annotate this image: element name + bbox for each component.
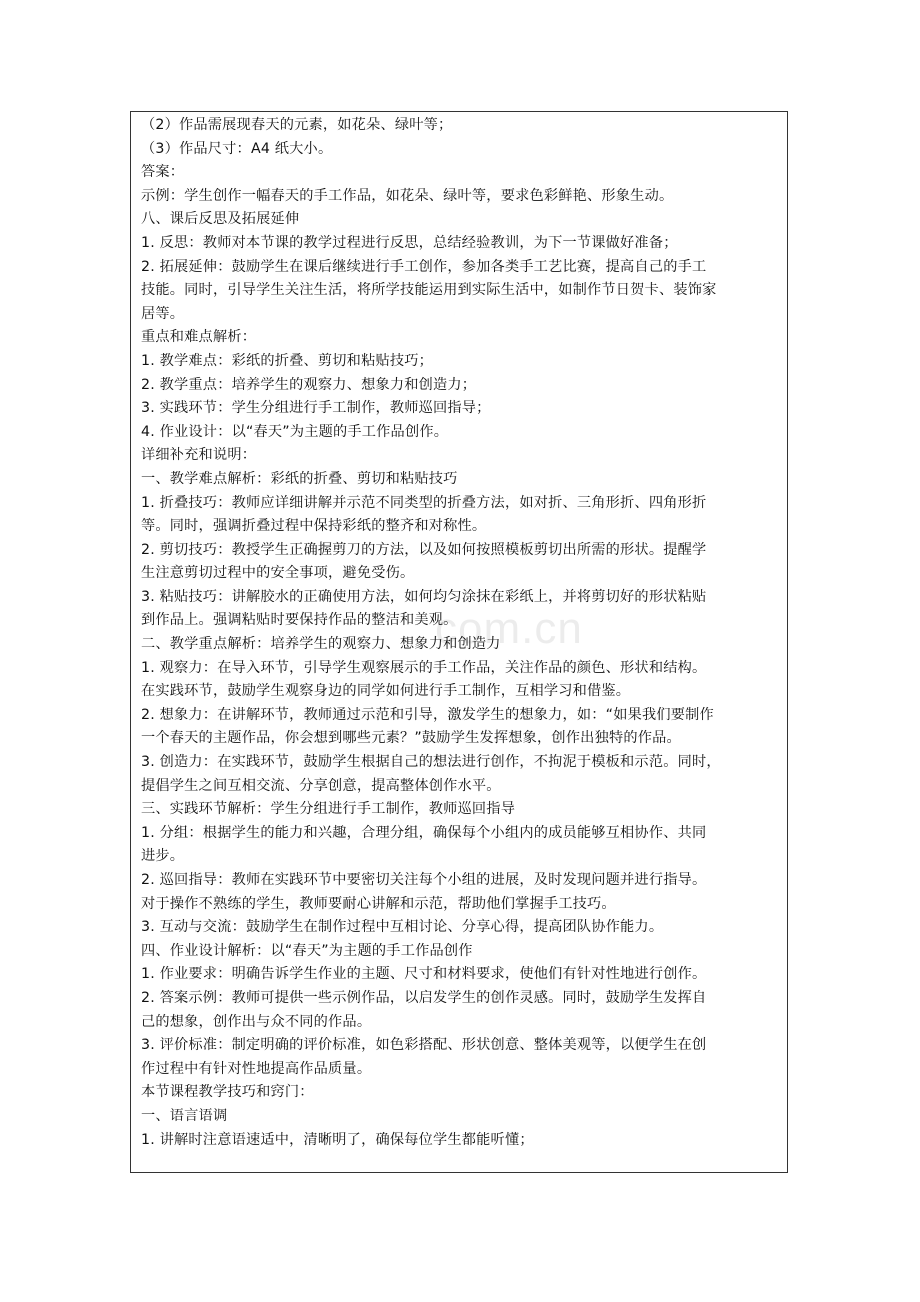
text-line: 3. 评价标准：制定明确的评价标准，如色彩搭配、形状创意、整体美观等，以便学生在创 (141, 1037, 707, 1054)
watermark: com.cn (435, 604, 583, 653)
text-line: 八、课后反思及拓展延伸 (141, 211, 300, 228)
text-line: 在实践环节，鼓励学生观察身边的同学如何进行手工制作，互相学习和借鉴。 (141, 683, 631, 700)
text-line: 答案： (141, 164, 185, 181)
text-line: 生注意剪切过程中的安全事项，避免受伤。 (141, 565, 415, 582)
text-line: 到作品上。强调粘贴时要保持作品的整洁和美观。 (141, 612, 458, 629)
text-line: 己的想象，创作出与众不同的作品。 (141, 1013, 372, 1030)
text-line: 详细补充和说明： (141, 447, 257, 464)
text-line: 1. 作业要求：明确告诉学生作业的主题、尺寸和材料要求，使他们有针对性地进行创作。 (141, 966, 707, 983)
text-line: 二、教学重点解析：培养学生的观察力、想象力和创造力 (141, 636, 501, 653)
text-line: 1. 观察力：在导入环节，引导学生观察展示的手工作品，关注作品的颜色、形状和结构。 (141, 659, 707, 676)
text-line: 一、教学难点解析：彩纸的折叠、剪切和粘贴技巧 (141, 470, 458, 487)
text-line: 1. 分组：根据学生的能力和兴趣，合理分组，确保每个小组内的成员能够互相协作、共同 (141, 824, 707, 841)
text-line: 4. 作业设计：以“春天”为主题的手工作品创作。 (141, 423, 449, 440)
text-line: 1. 反思：教师对本节课的教学过程进行反思，总结经验教训，为下一节课做好准备； (141, 234, 678, 251)
text-line: 作过程中有针对性地提高作品质量。 (141, 1060, 372, 1077)
text-line: （2）作品需展现春天的元素，如花朵、绿叶等； (141, 117, 453, 133)
text-line: 2. 拓展延伸：鼓励学生在课后继续进行手工创作，参加各类手工艺比赛，提高自己的手工 (141, 258, 707, 275)
text-line: 提倡学生之间互相交流、分享创意，提高整体创作水平。 (141, 777, 501, 794)
text-line: 本节课程教学技巧和窍门： (141, 1084, 314, 1101)
text-line: 2. 教学重点：培养学生的观察力、想象力和创造力； (141, 376, 477, 393)
text-line: 1. 折叠技巧：教师应详细讲解并示范不同类型的折叠方法，如对折、三角形折、四角形折 (141, 494, 707, 511)
text-line: 居等。 (141, 305, 185, 322)
text-line: 等。同时，强调折叠过程中保持彩纸的整齐和对称性。 (141, 518, 487, 535)
text-line: 进步。 (141, 848, 185, 865)
text-line: 一个春天的主题作品，你会想到哪些元素？”鼓励学生发挥想象，创作出独特的作品。 (141, 730, 681, 747)
text-line: 一、语言语调 (141, 1107, 228, 1124)
text-line: 2. 想象力：在讲解环节，教师通过示范和引导，激发学生的想象力，如：“如果我们要制作 (141, 706, 714, 723)
text-line: 1. 教学难点：彩纸的折叠、剪切和粘贴技巧； (141, 352, 434, 369)
text-line: 3. 粘贴技巧：讲解胶水的正确使用方法，如何均匀涂抹在彩纸上，并将剪切好的形状粘贴 (141, 588, 707, 605)
text-line: 三、实践环节解析：学生分组进行手工制作，教师巡回指导 (141, 801, 516, 818)
text-line: 3. 实践环节：学生分组进行手工制作，教师巡回指导； (141, 400, 491, 417)
text-line: 示例：学生创作一幅春天的手工作品，如花朵、绿叶等，要求色彩鲜艳、形象生动。 (141, 187, 674, 204)
text-line: （3）作品尺寸：A4 纸大小。 (141, 140, 333, 157)
text-line: 四、作业设计解析：以“春天”为主题的手工作品创作 (141, 942, 473, 959)
text-line: 2. 巡回指导：教师在实践环节中要密切关注每个小组的进展，及时发现问题并进行指导。 (141, 872, 707, 888)
text-line: 3. 创造力：在实践环节，鼓励学生根据自己的想法进行创作，不拘泥于模板和示范。同时， (141, 754, 721, 771)
text-line: 2. 剪切技巧：教授学生正确握剪刀的方法，以及如何按照模板剪切出所需的形状。提醒学 (141, 541, 707, 558)
text-line: 重点和难点解析： (141, 329, 257, 346)
text-line: 3. 互动与交流：鼓励学生在制作过程中互相讨论、分享心得，提高团队协作能力。 (141, 919, 664, 936)
text-line: 技能。同时，引导学生关注生活，将所学技能运用到实际生活中，如制作节日贺卡、装饰家 (141, 282, 717, 299)
text-line: 1. 讲解时注意语速适中，清晰明了，确保每位学生都能听懂； (141, 1131, 534, 1148)
text-line: 对于操作不熟练的学生，教师要耐心讲解和示范，帮助他们掌握手工技巧。 (141, 895, 616, 912)
text-line: 2. 答案示例：教师可提供一些示例作品，以启发学生的创作灵感。同时，鼓励学生发挥自 (141, 989, 707, 1006)
